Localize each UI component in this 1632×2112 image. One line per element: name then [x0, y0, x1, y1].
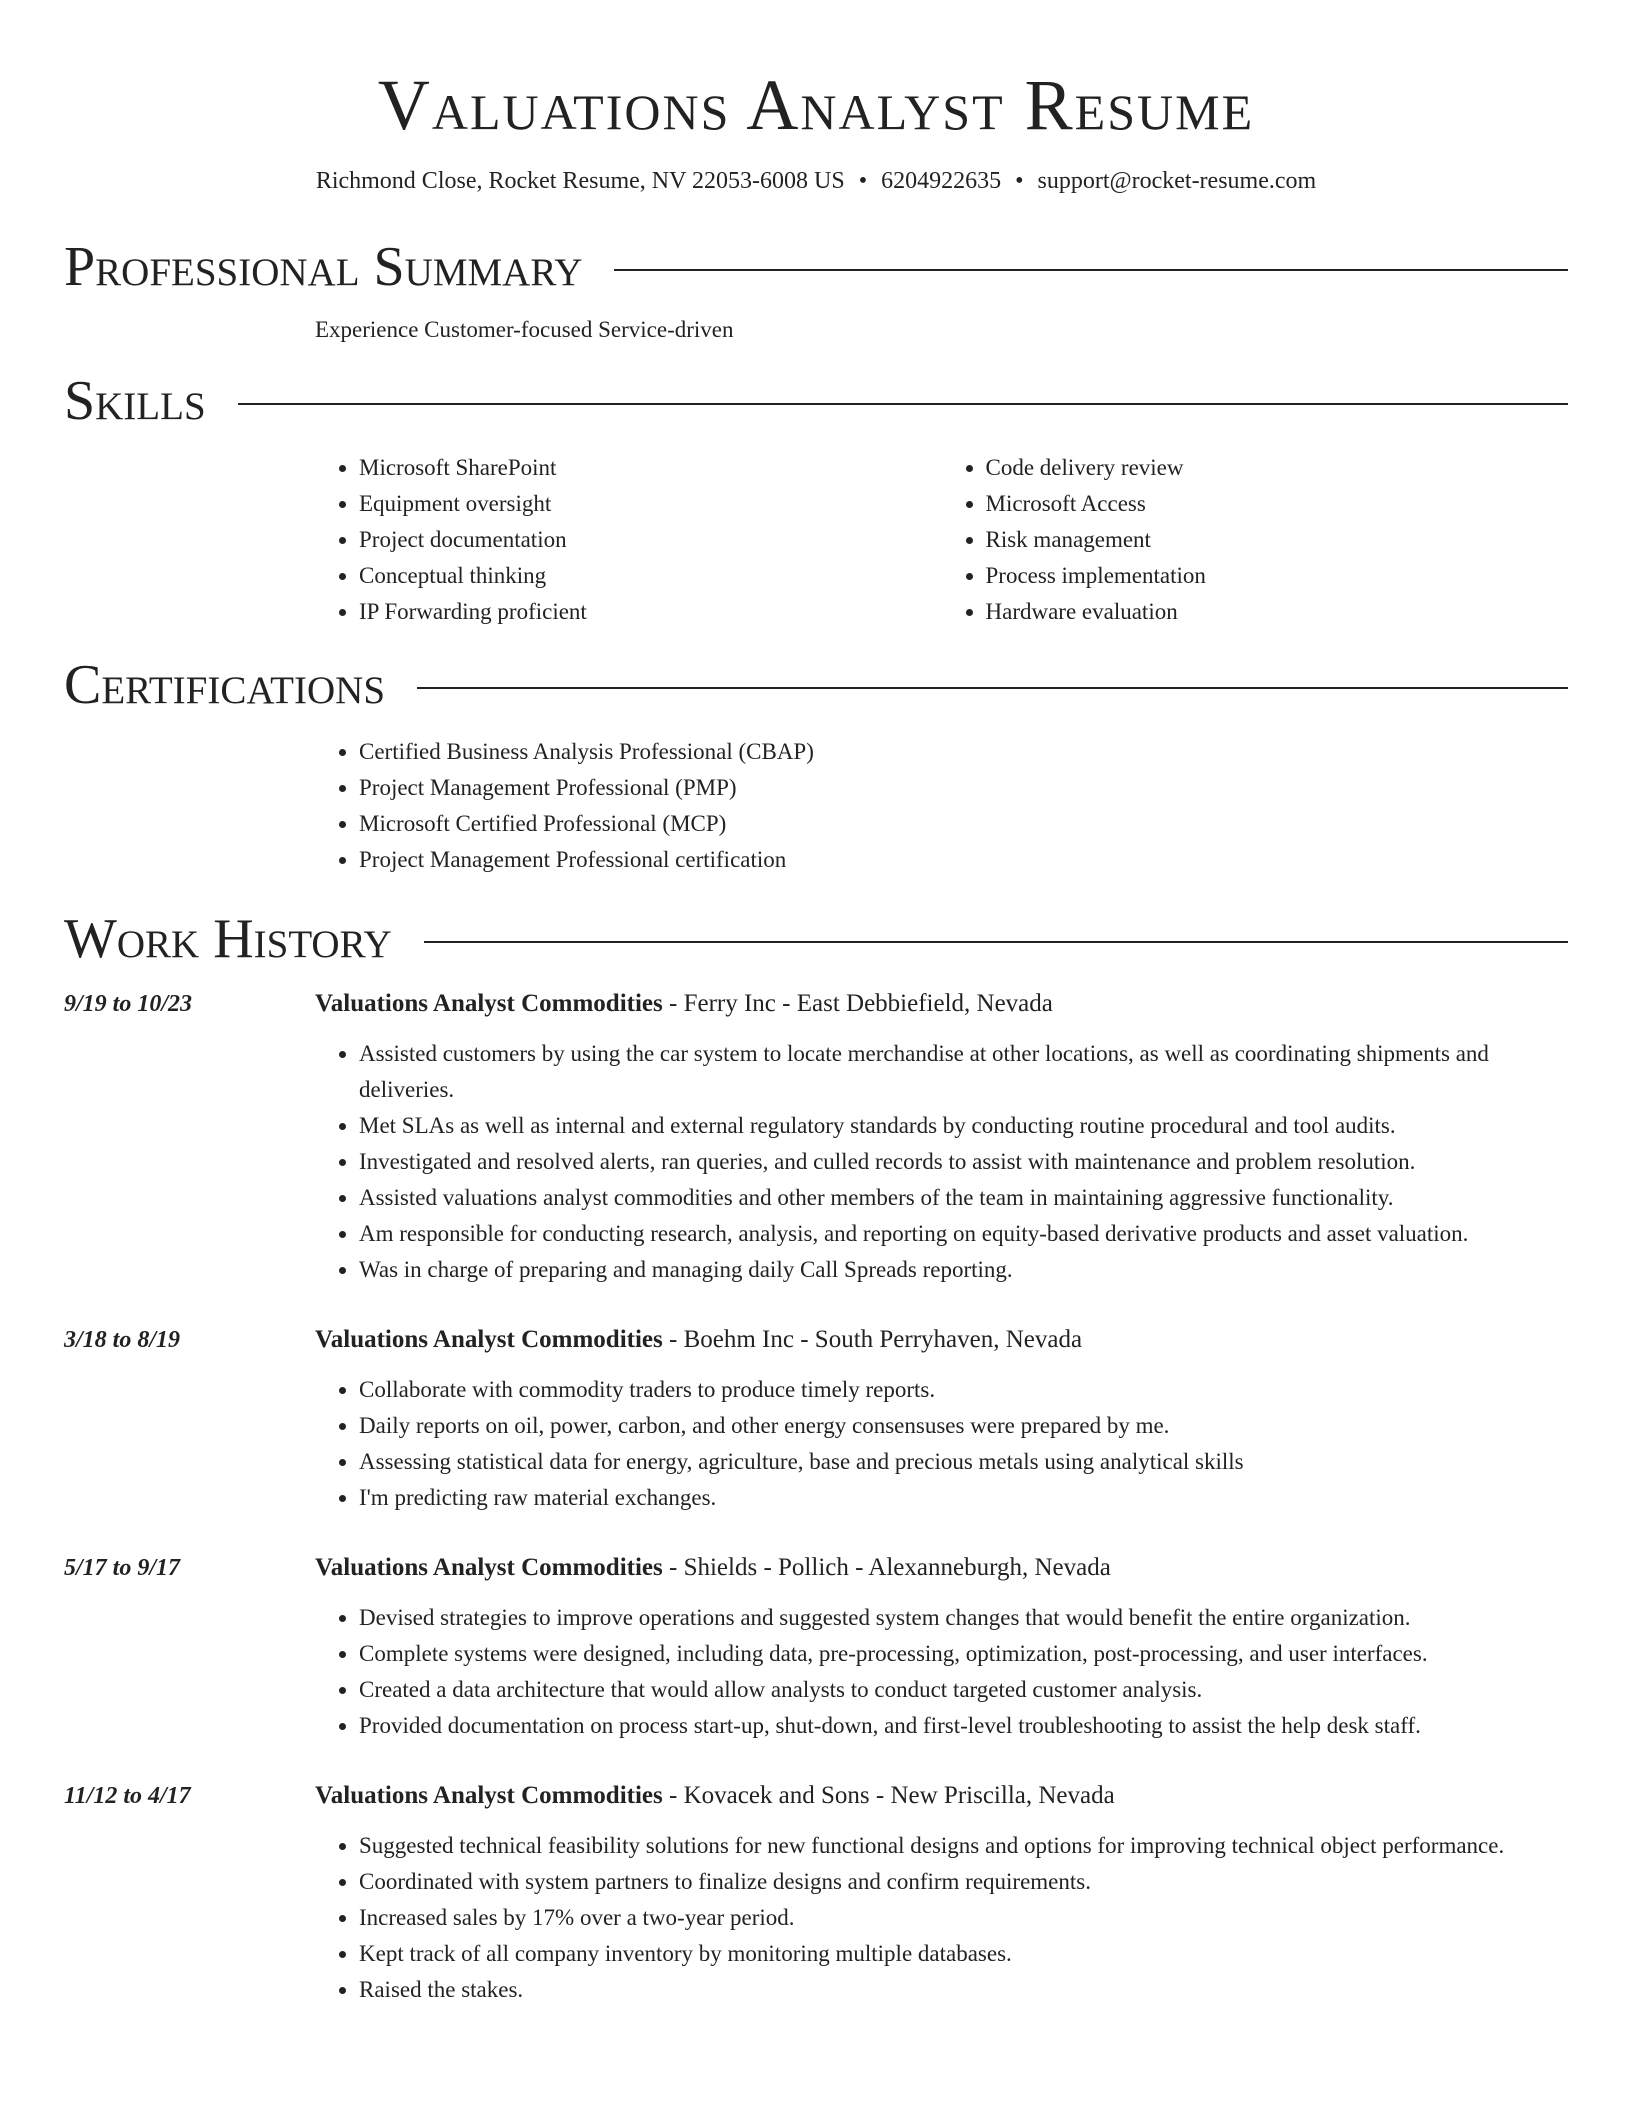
job-company: - Kovacek and Sons - New Priscilla, Nevada	[662, 1782, 1115, 1809]
job-dates: 3/18 to 8/19	[64, 1327, 181, 1353]
skills-heading: Skills	[64, 370, 206, 432]
job-dates: 5/17 to 9/17	[64, 1555, 181, 1581]
list-item: • Provided documentation on process start-up, shut-down, and first-level troubleshooting to assist the help desk staff.	[359, 1708, 1568, 1744]
list-item: • Process implementation	[986, 558, 1569, 594]
certifications-heading: Certifications	[64, 654, 386, 716]
separator: •	[1015, 168, 1024, 194]
section-rule	[417, 687, 1568, 689]
work-heading: Work History	[64, 908, 392, 970]
list-item: • Conceptual thinking	[359, 558, 942, 594]
job-entry	[64, 986, 1568, 1288]
job-entry	[64, 1322, 1568, 1516]
list-item: • Assisted valuations analyst commodities and other members of the team in maintaining aggressive functionality.	[359, 1180, 1568, 1216]
skills-section-heading	[64, 368, 1568, 434]
list-item: • Increased sales by 17% over a two-year period.	[359, 1900, 1568, 1936]
summary-section-heading	[64, 234, 1568, 300]
job-entry	[64, 1550, 1568, 1744]
certifications-block	[315, 734, 1568, 878]
job-dates: 11/12 to 4/17	[64, 1783, 191, 1809]
list-item: • Coordinated with system partners to finalize designs and confirm requirements.	[359, 1864, 1568, 1900]
work-section-heading	[64, 906, 1568, 972]
list-item: • Microsoft Certified Professional (MCP)	[359, 806, 1568, 842]
list-item: • Am responsible for conducting research, analysis, and reporting on equity-based derivative products and asset valuation.	[359, 1216, 1568, 1252]
job-title: Valuations Analyst Commodities	[315, 1326, 663, 1353]
certifications-list	[315, 734, 1568, 878]
phone: 6204922635	[881, 168, 1002, 194]
job-content	[315, 1322, 1568, 1516]
job-bullets	[315, 1828, 1568, 2008]
list-item: • Collaborate with commodity traders to produce timely reports.	[359, 1372, 1568, 1408]
job-bullets	[315, 1600, 1568, 1744]
job-company: - Boehm Inc - South Perryhaven, Nevada	[662, 1326, 1083, 1353]
list-item: • Project documentation	[359, 522, 942, 558]
work-history-list	[64, 986, 1568, 2008]
summary-text: Experience Customer-focused Service-driven	[315, 317, 734, 342]
job-bullets	[315, 1372, 1568, 1516]
list-item: • I'm predicting raw material exchanges.	[359, 1480, 1568, 1516]
list-item: • Microsoft Access	[986, 486, 1569, 522]
section-rule	[614, 269, 1568, 271]
list-item: • Project Management Professional certification	[359, 842, 1568, 878]
job-title: Valuations Analyst Commodities	[315, 1554, 663, 1581]
list-item: • Assessing statistical data for energy, agriculture, base and precious metals using analytical skills	[359, 1444, 1568, 1480]
resume-page	[64, 0, 1568, 2008]
job-heading	[315, 1550, 1568, 1586]
contact-line	[64, 166, 1568, 196]
address: Richmond Close, Rocket Resume, NV 22053-6008 US	[315, 168, 845, 194]
job-entry	[64, 1778, 1568, 2008]
list-item: • Certified Business Analysis Professional (CBAP)	[359, 734, 1568, 770]
skills-list-left	[315, 450, 942, 630]
list-item: • Met SLAs as well as internal and external regulatory standards by conducting routine procedural and tool audits.	[359, 1108, 1568, 1144]
list-item: • Equipment oversight	[359, 486, 942, 522]
job-content	[315, 986, 1568, 1288]
summary-heading: Professional Summary	[64, 236, 583, 298]
section-rule	[424, 941, 1568, 943]
list-item: • Microsoft SharePoint	[359, 450, 942, 486]
list-item: • Risk management	[986, 522, 1569, 558]
job-title: Valuations Analyst Commodities	[315, 1782, 663, 1809]
page-title: Valuations Analyst Resume	[377, 65, 1255, 145]
email: support@rocket-resume.com	[1037, 168, 1317, 194]
list-item: • Kept track of all company inventory by monitoring multiple databases.	[359, 1936, 1568, 1972]
job-title: Valuations Analyst Commodities	[315, 990, 663, 1017]
job-heading	[315, 1322, 1568, 1358]
list-item: • Investigated and resolved alerts, ran queries, and culled records to assist with maintenance and problem resolution.	[359, 1144, 1568, 1180]
list-item: • IP Forwarding proficient	[359, 594, 942, 630]
list-item: • Raised the stakes.	[359, 1972, 1568, 2008]
list-item: • Suggested technical feasibility solutions for new functional designs and options for improving technical object performance.	[359, 1828, 1568, 1864]
list-item: • Devised strategies to improve operations and suggested system changes that would benefit the entire organization.	[359, 1600, 1568, 1636]
list-item: • Created a data architecture that would allow analysts to conduct targeted customer analysis.	[359, 1672, 1568, 1708]
list-item: • Code delivery review	[986, 450, 1569, 486]
job-content	[315, 1778, 1568, 2008]
job-company: - Shields - Pollich - Alexanneburgh, Nevada	[662, 1554, 1111, 1581]
list-item: • Project Management Professional (PMP)	[359, 770, 1568, 806]
job-content	[315, 1550, 1568, 1744]
list-item: • Hardware evaluation	[986, 594, 1569, 630]
list-item: • Assisted customers by using the car system to locate merchandise at other locations, as well as coordinating shipments and deliveries.	[359, 1036, 1568, 1108]
certifications-section-heading	[64, 652, 1568, 718]
section-rule	[238, 403, 1568, 405]
job-bullets	[315, 1036, 1568, 1288]
list-item: • Daily reports on oil, power, carbon, and other energy consensuses were prepared by me.	[359, 1408, 1568, 1444]
skills-list-right	[942, 450, 1569, 630]
job-heading	[315, 986, 1568, 1022]
list-item: • Complete systems were designed, including data, pre-processing, optimization, post-processing, and user interfaces.	[359, 1636, 1568, 1672]
job-company: - Ferry Inc - East Debbiefield, Nevada	[662, 990, 1053, 1017]
skills-grid	[315, 450, 1568, 630]
separator: •	[858, 168, 868, 194]
job-heading	[315, 1778, 1568, 1814]
list-item: • Was in charge of preparing and managing daily Call Spreads reporting.	[359, 1252, 1568, 1288]
job-dates: 9/19 to 10/23	[64, 991, 193, 1017]
